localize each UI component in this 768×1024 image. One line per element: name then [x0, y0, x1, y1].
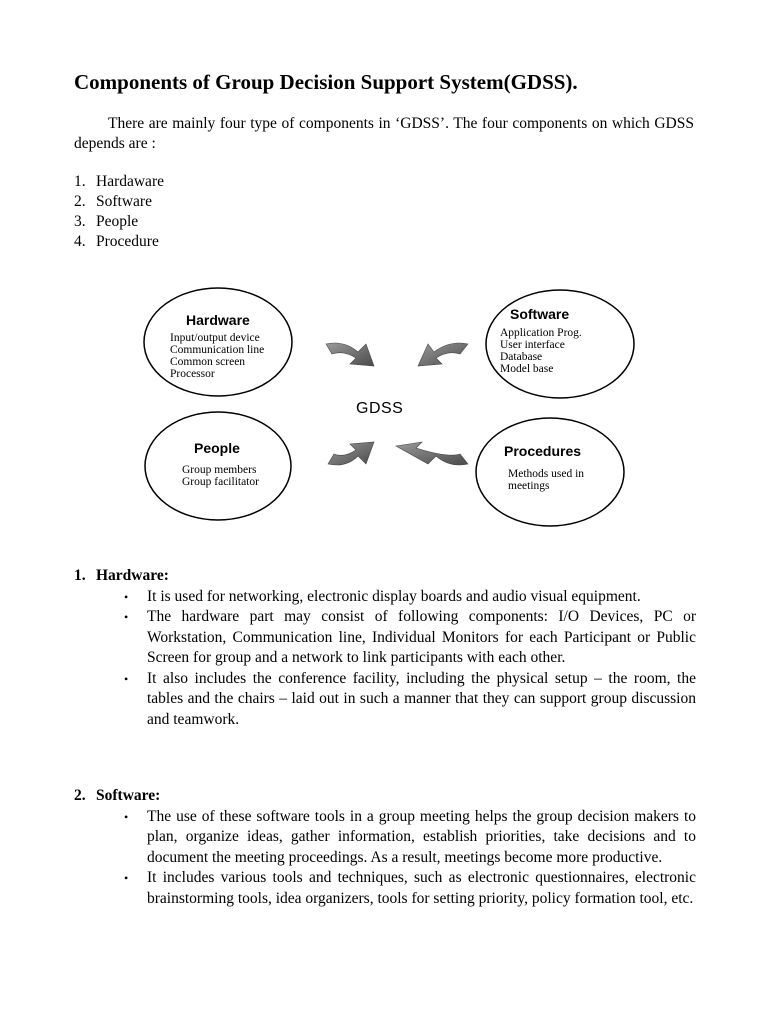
arrow-hardware [326, 343, 374, 366]
software-item: Application Prog. [500, 327, 582, 339]
software-title: Software [510, 306, 570, 322]
list-item: 4. Procedure [74, 233, 159, 250]
arrow-people [328, 442, 374, 465]
hardware-item: Common screen [170, 356, 246, 368]
gdss-center-label: GDSS [356, 400, 404, 417]
intro-paragraph: There are mainly four type of components in ‘GDSS’. The four components on which GDSS depends are : [74, 115, 694, 152]
software-item: User interface [500, 339, 565, 351]
components-list [74, 172, 164, 252]
list-item: 3. People [74, 213, 139, 230]
list-item-label: Software [96, 193, 152, 210]
gdss-diagram [138, 282, 638, 542]
list-item: 2. Software [74, 193, 152, 210]
software-item: Model base [500, 363, 554, 375]
bullet-list [74, 807, 696, 910]
procedures-item: meetings [508, 480, 550, 492]
section-hardware [74, 566, 696, 730]
procedures-title: Procedures [504, 443, 582, 459]
list-item-label: Procedure [96, 233, 159, 250]
people-items [182, 464, 259, 488]
bullet-item: • The use of these software tools in a group meeting helps the group decision makers to plan, organize ideas, gather information, establish priorities, take decisions and to document the meeting proceedings. As a result, meetings become more productive. [124, 807, 696, 866]
bullet-list [74, 587, 696, 731]
section-software [74, 786, 696, 909]
arrow-procedures [396, 442, 468, 465]
bullet-item: • The hardware part may consist of following components: I/O Devices, PC or Workstation, Communication line, Individual Monitors for each Participant or Public Screen for group and a network to link participants with each other. [124, 608, 696, 666]
procedures-items [508, 468, 584, 492]
section-heading: 1. Hardware: [74, 567, 169, 584]
software-items [500, 327, 582, 375]
hardware-item: Communication line [170, 344, 265, 356]
hardware-title: Hardware [186, 312, 250, 328]
people-item: Group facilitator [182, 476, 259, 488]
bullet-dot: • [124, 809, 129, 824]
bullet-item: • It also includes the conference facility, including the physical setup – the room, the tables and the chairs – laid out in such a manner that they can support group discussion and teamwork. [124, 669, 696, 728]
list-item-label: People [96, 213, 139, 230]
hardware-item: Input/output device [170, 332, 260, 344]
hardware-items [170, 332, 264, 380]
procedures-item: Methods used in [508, 468, 585, 480]
page-title: Components of Group Decision Support System(GDSS). [74, 70, 578, 94]
hardware-item: Processor [170, 368, 215, 380]
software-item: Database [500, 351, 543, 363]
people-title: People [194, 440, 240, 456]
section-heading: 2. Software: [74, 787, 161, 804]
bullet-item: • It includes various tools and techniques, such as electronic questionnaires, electronic brainstorming tools, idea organizers, tools for setting priority, policy formation tool, etc. [124, 869, 696, 907]
list-item: 1. Hardaware [74, 173, 164, 190]
bullet-dot: • [124, 610, 129, 624]
bullet-dot: • [124, 871, 129, 885]
list-item-label: Hardaware [96, 173, 164, 190]
bullet-item: • It is used for networking, electronic display boards and audio visual equipment. [74, 587, 696, 608]
bullet-dot: • [124, 589, 129, 604]
arrow-software [418, 343, 468, 366]
people-item: Group members [182, 464, 257, 476]
bullet-dot: • [124, 671, 129, 686]
